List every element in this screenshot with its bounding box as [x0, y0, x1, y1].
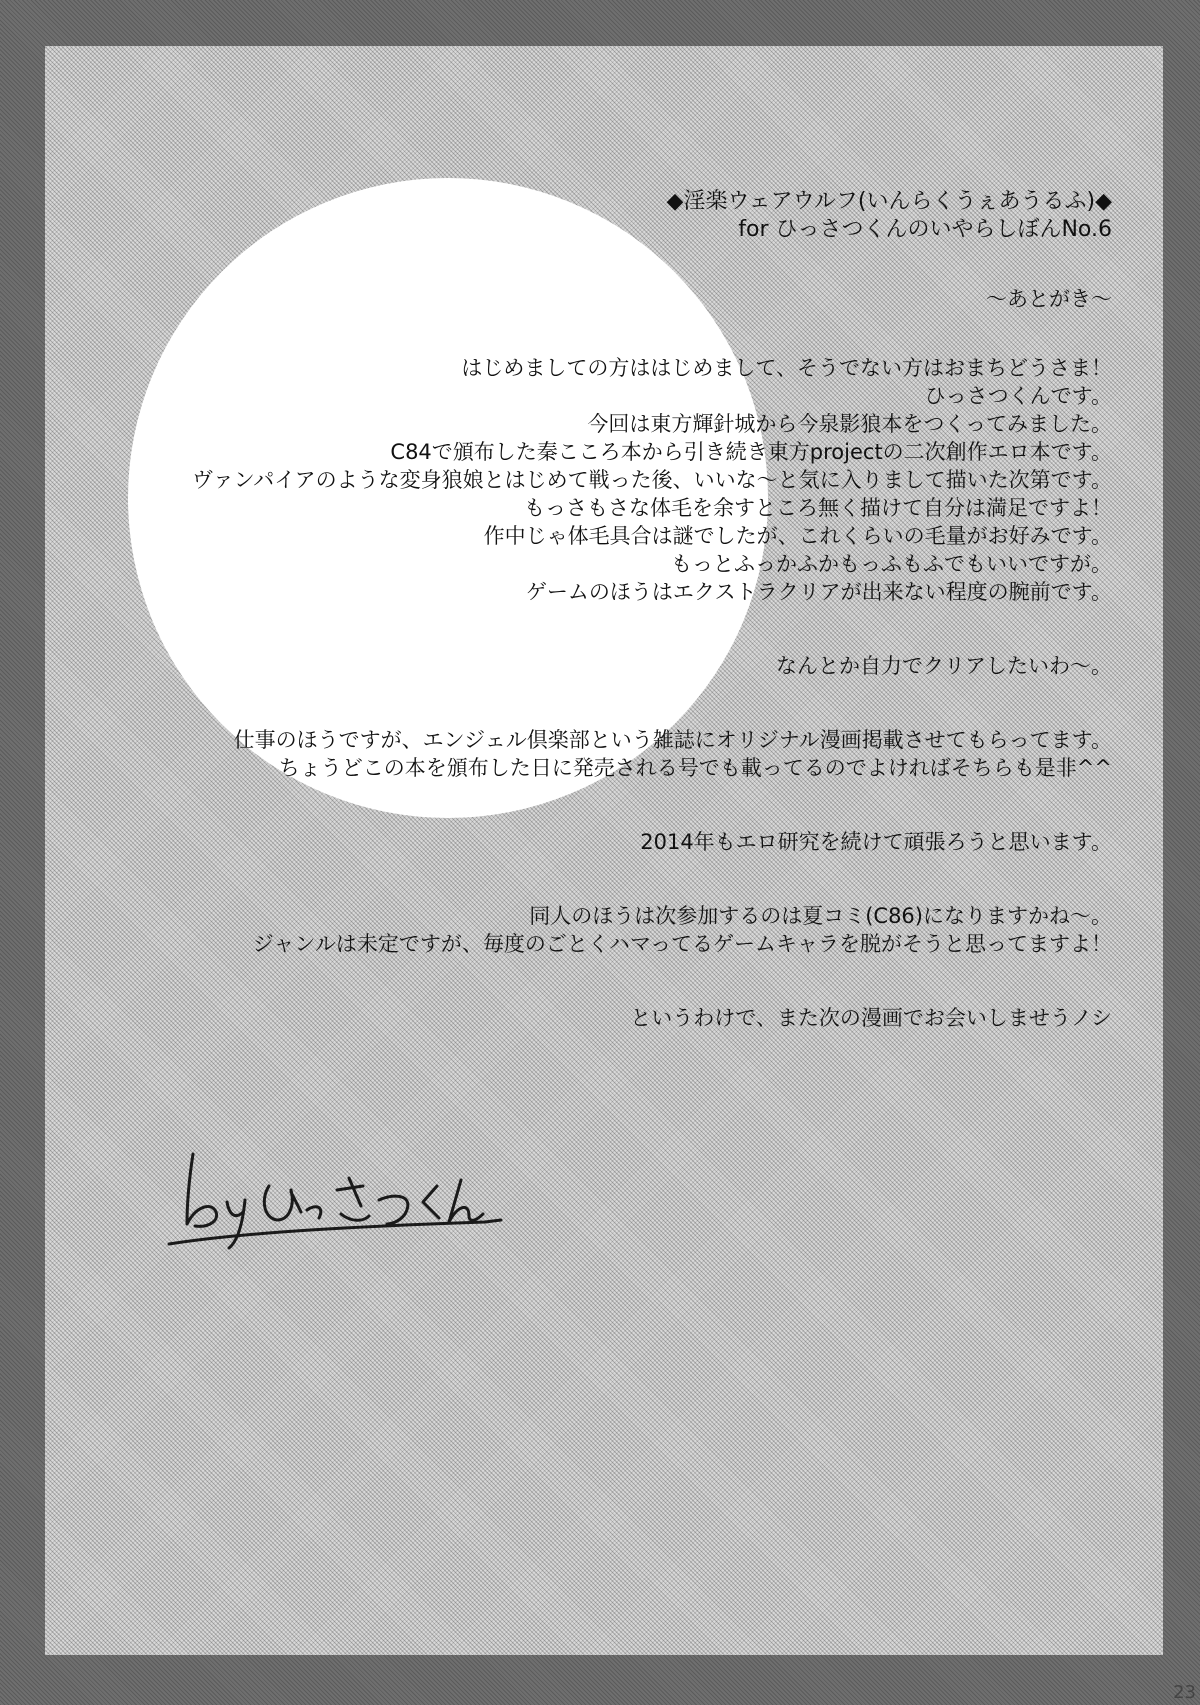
text-line: ひっさつくんです。: [924, 384, 1112, 408]
paragraph-6: [112, 1004, 1112, 1032]
text-line: ちょうどこの本を頒布した日に発売される号でも載ってるのでよければそちらも是非^^: [278, 756, 1112, 780]
paragraph-2: [112, 652, 1112, 680]
text-line: 仕事のほうですが、エンジェル倶楽部という雑誌にオリジナル漫画掲載させてもらってます。: [233, 728, 1112, 752]
paragraph-4: [112, 828, 1112, 856]
handwritten-signature: [165, 1140, 545, 1250]
paragraph-5: [112, 902, 1112, 958]
text-line: ジャンルは未定ですが、毎度のごとくハマってるゲームキャラを脱がそうと思ってますよ！: [252, 932, 1112, 956]
page-number: 23: [1173, 1682, 1196, 1703]
paragraph-1: [112, 354, 1112, 606]
text-line: 同人のほうは次参加するのは夏コミ(C86)になりますかね～。: [529, 904, 1112, 928]
afterword-heading: ～あとがき～: [986, 287, 1112, 311]
text-line: ヴァンパイアのような変身狼娘とはじめて戦った後、いいな～と気に入りまして描いた次第です。: [191, 468, 1112, 492]
text-line: というわけで、また次の漫画でお会いしませうノシ: [630, 1006, 1112, 1030]
paragraph-3: [112, 726, 1112, 782]
text-line: 作中じゃ体毛具合は謎でしたが、これくらいの毛量がお好みです。: [483, 524, 1112, 548]
text-line: もっさもさな体毛を余すところ無く描けて自分は満足ですよ！: [524, 496, 1112, 520]
text-line: ゲームのほうはエクストラクリアが出来ない程度の腕前です。: [525, 580, 1112, 604]
text-line: もっとふっかふかもっふもふでもいいですが。: [671, 552, 1112, 576]
text-line: はじめましての方ははじめまして、そうでない方はおまちどうさま！: [461, 356, 1112, 380]
text-line: 2014年もエロ研究を続けて頑張ろうと思います。: [640, 830, 1112, 854]
afterword-text-block: [112, 188, 1112, 1032]
text-line: C84で頒布した秦こころ本から引き続き東方projectの二次創作エロ本です。: [390, 440, 1112, 464]
text-line: 今回は東方輝針城から今泉影狼本をつくってみました。: [587, 412, 1112, 436]
book-subtitle: for ひっさつくんのいやらしぼんNo.6: [738, 217, 1112, 242]
text-line: なんとか自力でクリアしたいわ～。: [776, 654, 1112, 678]
book-title: ◆淫楽ウェアウルフ(いんらくうぇあうるふ)◆: [666, 189, 1112, 214]
